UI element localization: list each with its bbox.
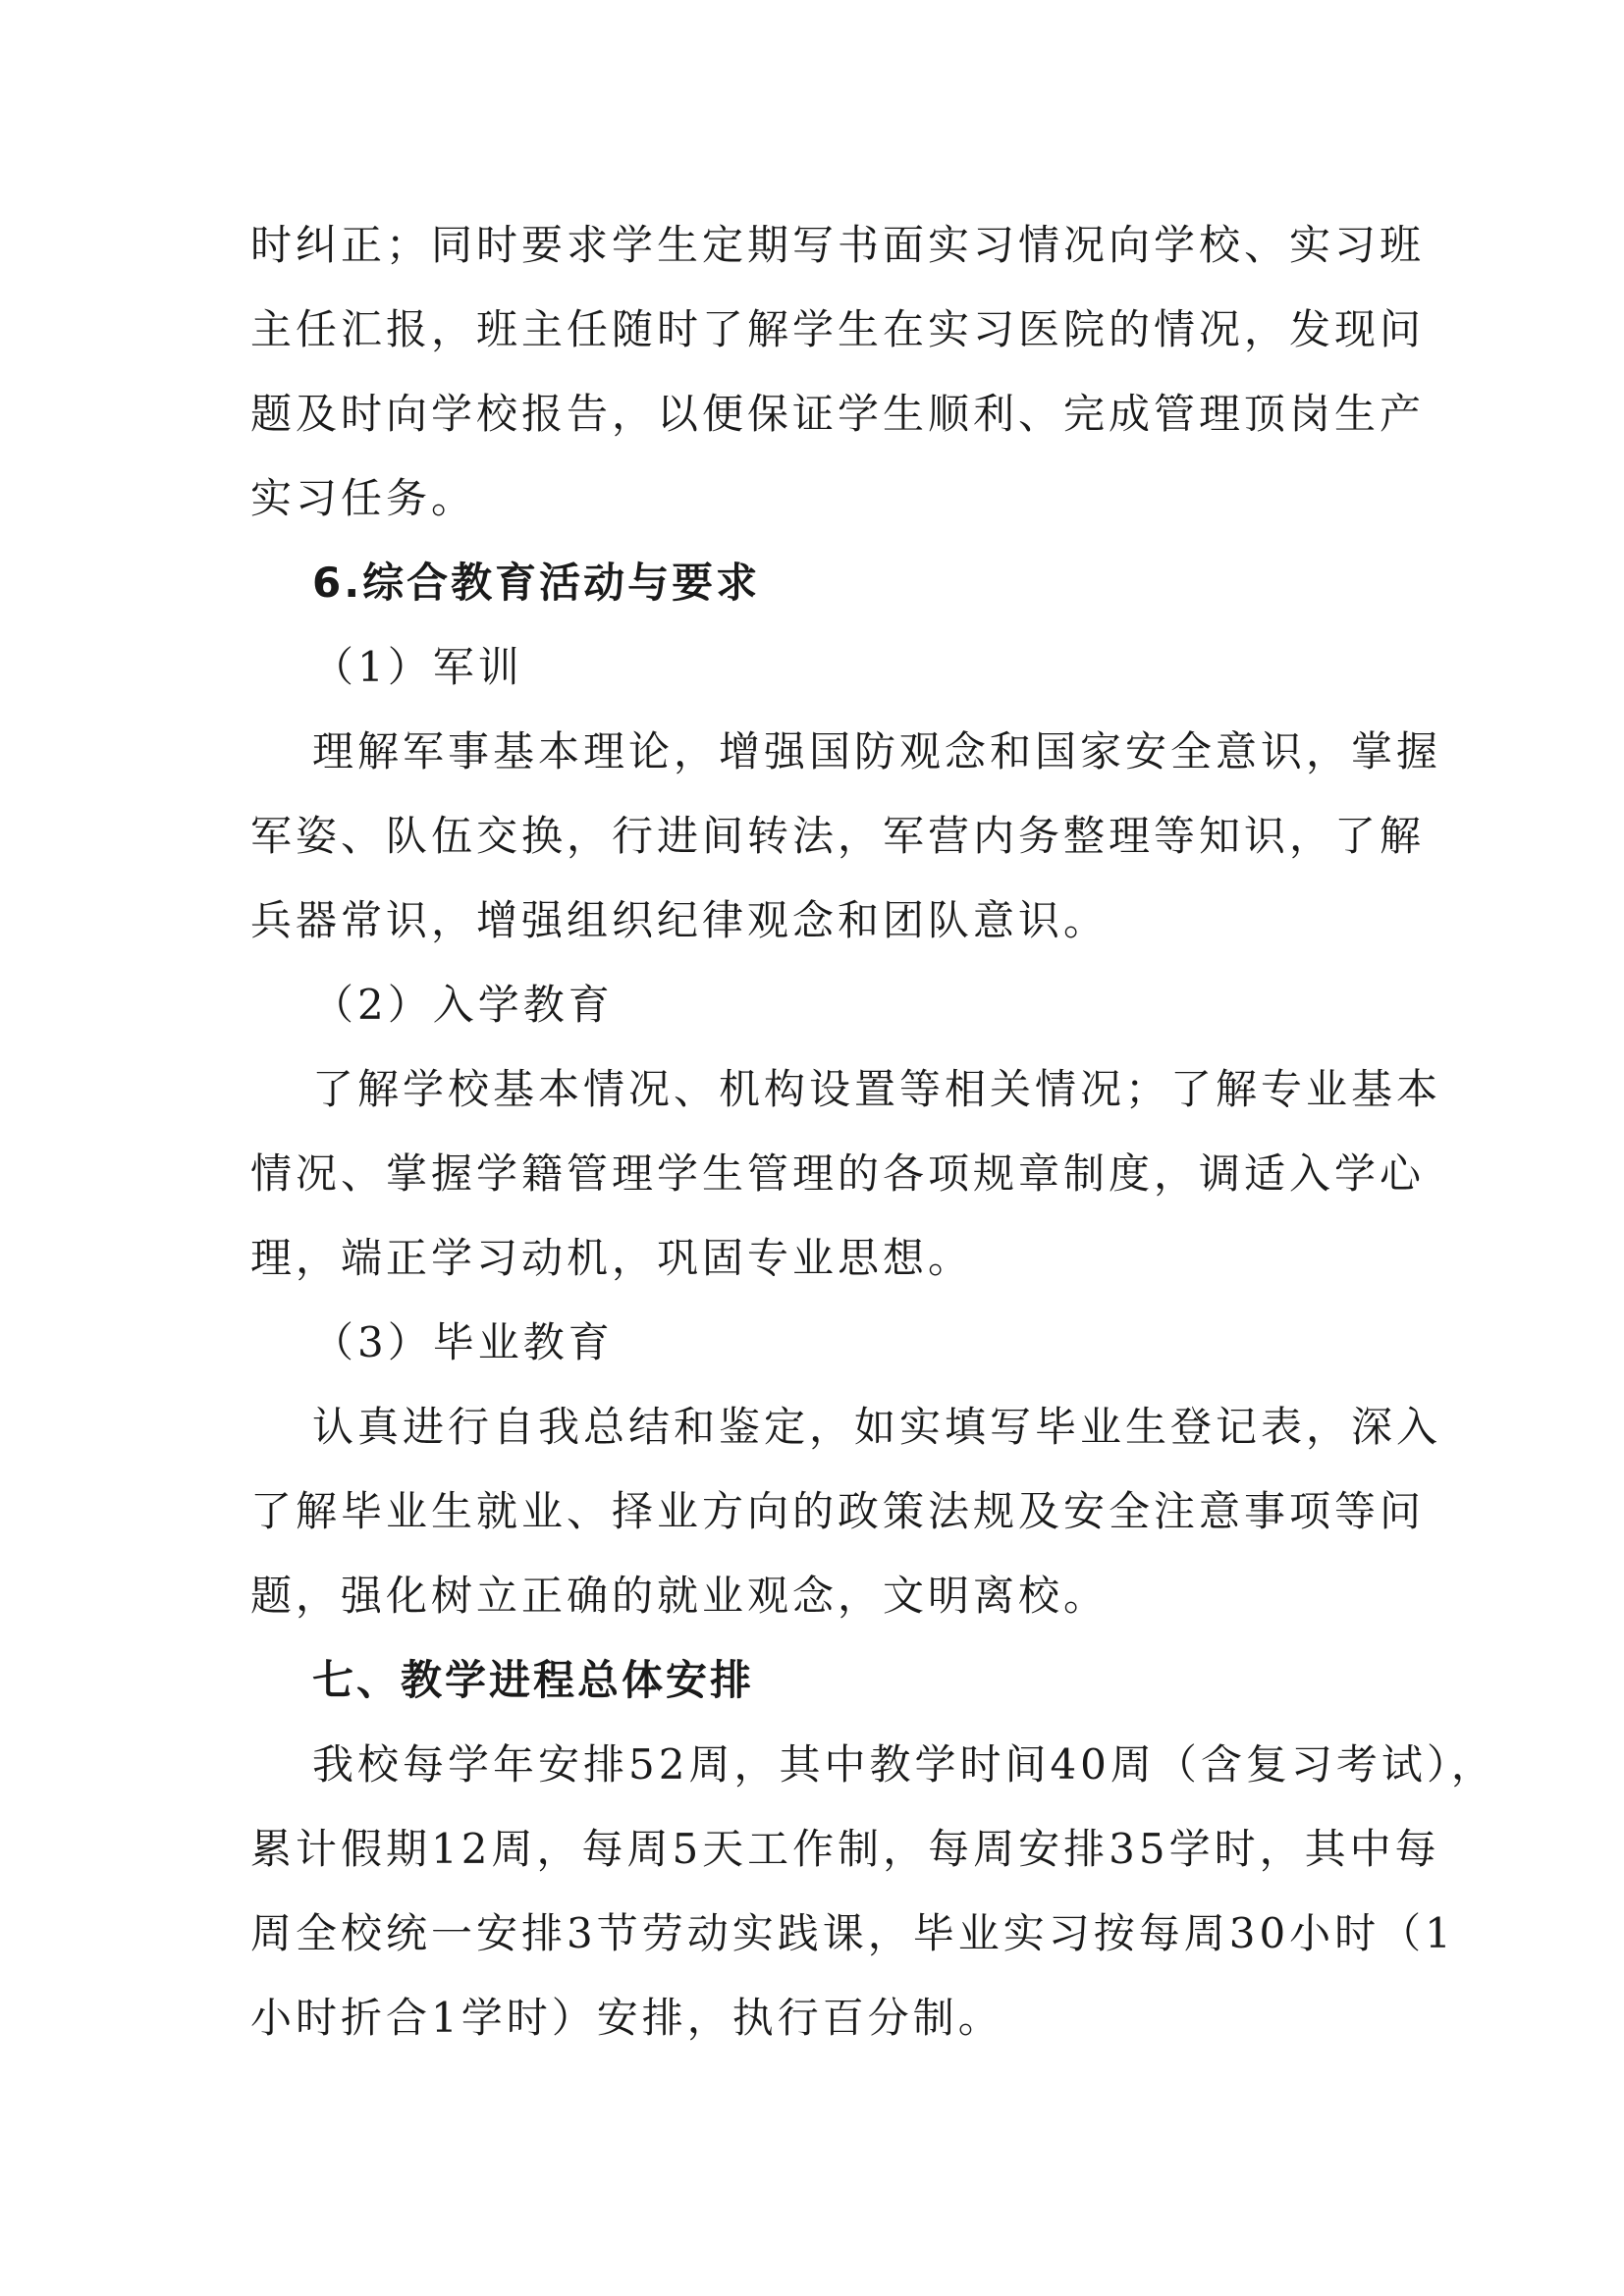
paragraph-line: 理解军事基本理论，增强国防观念和国家安全意识，掌握: [312, 727, 1442, 775]
paragraph-line: 小时折合1学时）安排，执行百分制。: [250, 1994, 1003, 2042]
section-heading-comprehensive-education: 6.综合教育活动与要求: [312, 559, 761, 607]
subheading-military-training: （1）军训: [312, 643, 523, 691]
paragraph-line: 题及时向学校报告，以便保证学生顺利、完成管理顶岗生产: [250, 390, 1426, 438]
paragraph-line: 认真进行自我总结和鉴定，如实填写毕业生登记表，深入: [312, 1403, 1442, 1451]
paragraph-line: 主任汇报，班主任随时了解学生在实习医院的情况，发现问: [250, 305, 1426, 353]
paragraph-line: 了解学校基本情况、机构设置等相关情况；了解专业基本: [312, 1065, 1442, 1113]
subheading-graduation-education: （3）毕业教育: [312, 1318, 614, 1366]
subheading-enrollment-education: （2）入学教育: [312, 981, 614, 1029]
paragraph-line: 兵器常识，增强组织纪律观念和团队意识。: [250, 896, 1110, 944]
paragraph-line: 累计假期12周，每周5天工作制，每周安排35学时，其中每: [250, 1825, 1440, 1873]
paragraph-line: 情况、掌握学籍管理学生管理的各项规章制度，调适入学心: [250, 1149, 1426, 1198]
paragraph-line: 时纠正；同时要求学生定期写书面实习情况向学校、实习班: [250, 221, 1426, 269]
paragraph-line: 周全校统一安排3节劳动实践课，毕业实习按每周30小时（1: [250, 1909, 1455, 1957]
paragraph-line: 军姿、队伍交换，行进间转法，军营内务整理等知识，了解: [250, 812, 1426, 860]
paragraph-line: 实习任务。: [250, 474, 477, 522]
paragraph-line: 题，强化树立正确的就业观念，文明离校。: [250, 1572, 1110, 1620]
paragraph-line: 理，端正学习动机，巩固专业思想。: [250, 1234, 974, 1282]
paragraph-line: 了解毕业生就业、择业方向的政策法规及安全注意事项等问: [250, 1487, 1426, 1535]
section-heading-teaching-schedule: 七、教学进程总体安排: [312, 1656, 755, 1704]
paragraph-line: 我校每学年安排52周，其中教学时间40周（含复习考试），: [312, 1740, 1496, 1789]
